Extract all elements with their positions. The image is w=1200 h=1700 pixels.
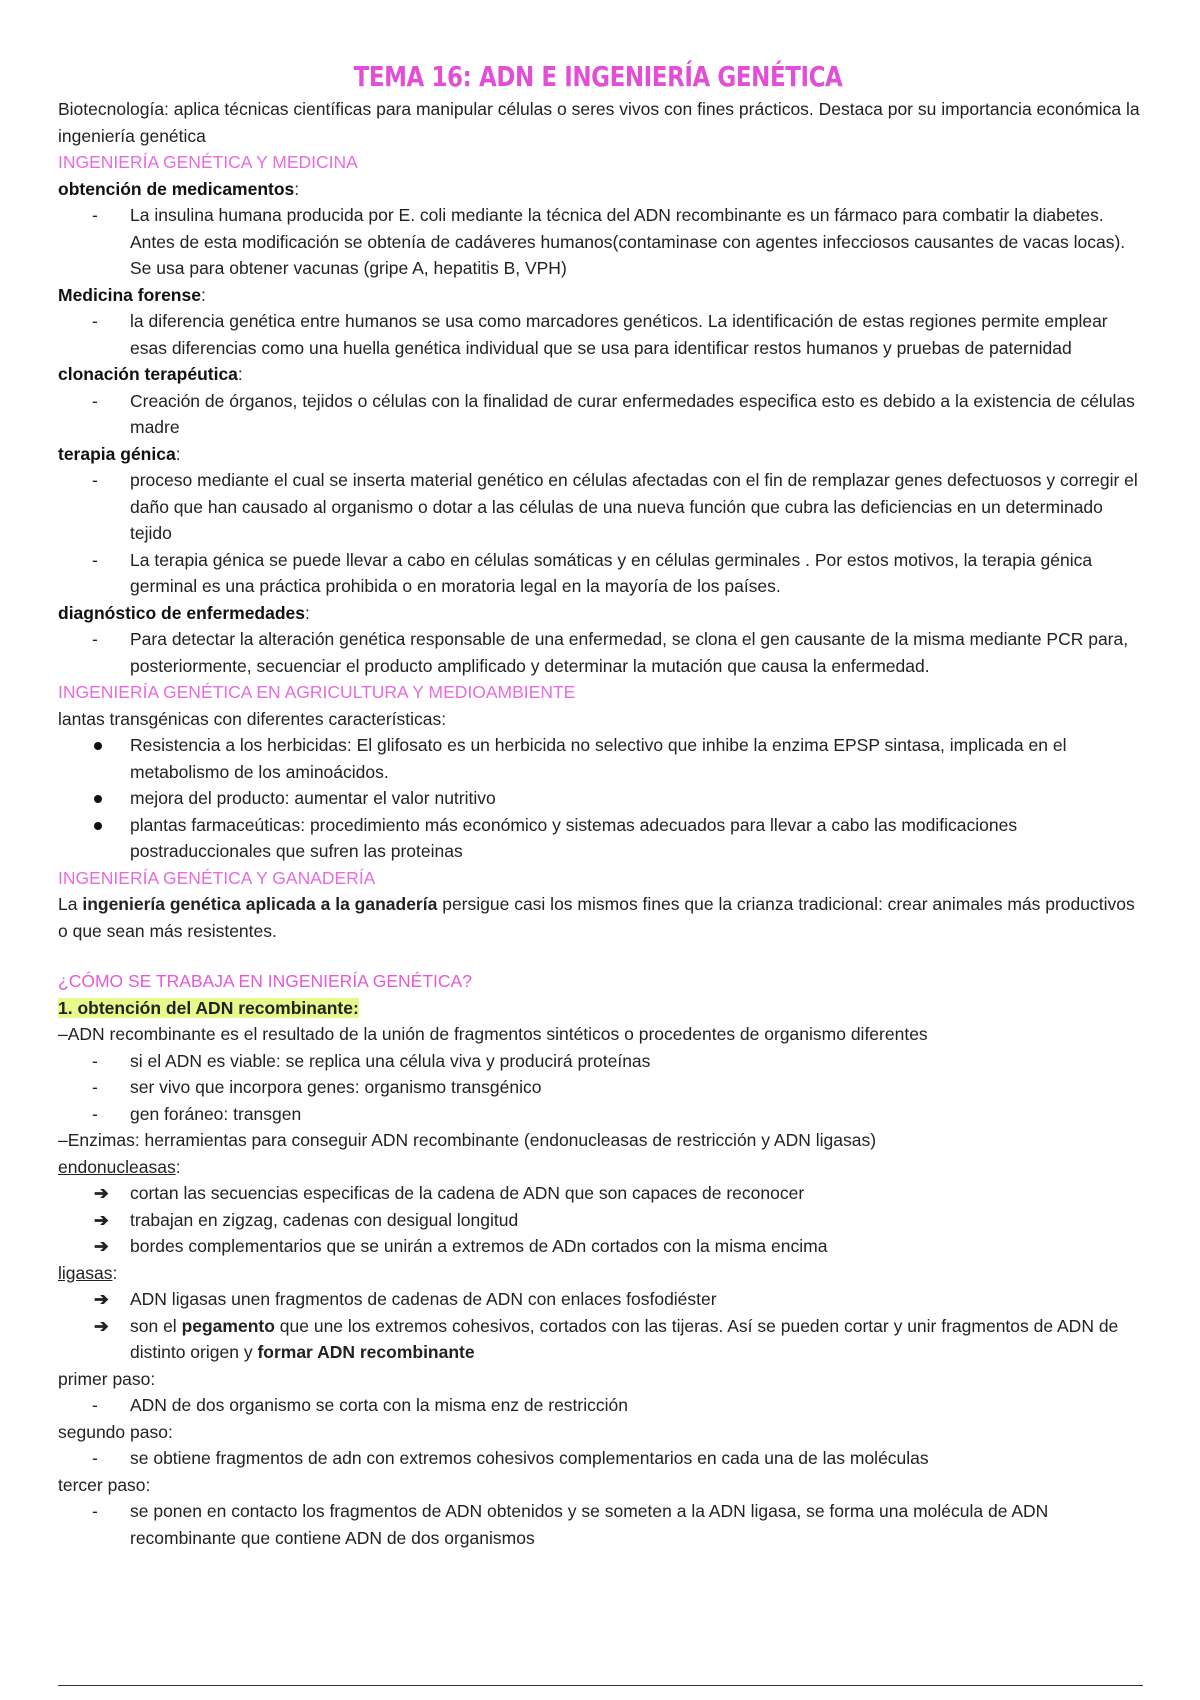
list-item: plantas farmaceúticas: procedimiento más económico y sistemas adecuados para llevar a cabo las modificaciones postraduccionales que sufren las proteinas	[58, 812, 1148, 865]
page-title: TEMA 16: ADN E INGENIERÍA GENÉTICA	[353, 60, 843, 93]
list-medicamentos	[58, 202, 1148, 282]
list-item: - proceso mediante el cual se inserta material genético en células afectadas con el fin de remplazar genes defectuosos y corregir el daño que han causado al organismo o dotar a las células de una nueva función que cubra las deficiencias en un determinado tejido	[58, 467, 1148, 547]
dash-bullet-icon: -	[92, 311, 98, 331]
dash-bullet-icon: -	[92, 205, 98, 225]
list-terapia	[58, 467, 1148, 600]
list-item: - se ponen en contacto los fragmentos de ADN obtenidos y se someten a la ADN ligasa, se forma una molécula de ADN recombinante que contiene ADN de dos organismos	[58, 1498, 1148, 1551]
list-item: mejora del producto: aumentar el valor nutritivo	[58, 785, 1148, 812]
dash-bullet-icon: -	[92, 549, 98, 570]
section-heading-agricultura: INGENIERÍA GENÉTICA EN AGRICULTURA Y MEDIOAMBIENTE	[58, 682, 576, 702]
document-page	[58, 58, 1148, 1551]
subheading-terapia: terapia génica:	[58, 443, 181, 464]
list-definition	[58, 1048, 1148, 1128]
list-item: ➔ trabajan en zigzag, cadenas con desigual longitud	[58, 1207, 1148, 1234]
bottom-divider	[58, 1685, 1143, 1686]
arrow-bullet-icon: ➔	[94, 1209, 109, 1230]
dash-bullet-icon: -	[92, 1050, 98, 1071]
list-item: ➔ ADN ligasas unen fragmentos de cadenas de ADN con enlaces fosfodiéster	[58, 1286, 1148, 1313]
list-item: ➔ son el pegamento que une los extremos cohesivos, cortados con las tijeras. Así se pueden cortar y unir fragmentos de ADN de distinto origen y formar ADN recombinante	[58, 1313, 1148, 1366]
list-endonucleasas	[58, 1180, 1148, 1260]
arrow-bullet-icon: ➔	[94, 1183, 109, 1203]
subheading-diagnostico: diagnóstico de enfermedades:	[58, 602, 310, 623]
dash-bullet-icon: -	[92, 1103, 98, 1124]
dash-bullet-icon: -	[92, 1077, 98, 1097]
paso1-label: primer paso:	[58, 1368, 156, 1389]
list-item: - Creación de órganos, tejidos o células con la finalidad de curar enfermedades especifica esto es debido a la existencia de células madre	[58, 388, 1148, 441]
list-item: ➔ bordes complementarios que se unirán a extremos de ADn cortados con la misma encima	[58, 1233, 1148, 1260]
subheading-forense: Medicina forense:	[58, 284, 206, 305]
arrow-bullet-icon: ➔	[94, 1315, 109, 1336]
list-item: ➔ cortan las secuencias especificas de la cadena de ADN que son capaces de reconocer	[58, 1180, 1148, 1207]
dash-bullet-icon: -	[92, 1395, 98, 1415]
list-item: - La terapia génica se puede llevar a cabo en células somáticas y en células germinales . Por estos motivos, la terapia génica germinal es una práctica prohibida o en moratoria legal en la mayoría de los países.	[58, 547, 1148, 600]
section-heading-ganaderia: INGENIERÍA GENÉTICA Y GANADERÍA	[58, 867, 376, 888]
ligasas-label: ligasas:	[58, 1262, 118, 1283]
list-forense	[58, 308, 1148, 361]
list-item: - si el ADN es viable: se replica una célula viva y producirá proteínas	[58, 1048, 1148, 1075]
list-paso1	[58, 1392, 1148, 1419]
list-item: Resistencia a los herbicidas: El glifosato es un herbicida no selectivo que inhibe la enzima EPSP sintasa, implicada en el metabolismo de los aminoácidos.	[58, 732, 1148, 785]
dot-bullet-icon	[94, 742, 102, 750]
list-item: - Para detectar la alteración genética responsable de una enfermedad, se clona el gen causante de la misma mediante PCR para, posteriormente, secuenciar el producto amplificado y determinar la mutación que causa la enfermedad.	[58, 626, 1148, 679]
dash-bullet-icon: -	[92, 629, 98, 649]
dot-bullet-icon	[94, 795, 102, 803]
list-paso3	[58, 1498, 1148, 1551]
dash-bullet-icon: -	[92, 390, 98, 411]
list-ligasas	[58, 1286, 1148, 1366]
arrow-bullet-icon: ➔	[94, 1236, 109, 1256]
ganaderia-paragraph: La ingeniería genética aplicada a la ganadería persigue casi los mismos fines que la crianza tradicional: crear animales más productivos o que sean más resistentes.	[58, 894, 1135, 941]
list-item: - ADN de dos organismo se corta con la misma enz de restricción	[58, 1392, 1148, 1419]
dash-bullet-icon: -	[92, 470, 98, 490]
intro-paragraph: Biotecnología: aplica técnicas científicas para manipular células o seres vivos con fines prácticos. Destaca por su importancia económica la ingeniería genética	[58, 99, 1140, 146]
list-diagnostico	[58, 626, 1148, 679]
dot-bullet-icon	[94, 822, 102, 830]
paso3-label: tercer paso:	[58, 1474, 151, 1495]
paso2-label: segundo paso:	[58, 1421, 173, 1442]
subheading-medicamentos: obtención de medicamentos:	[58, 178, 300, 199]
step-title: 1. obtención del ADN recombinante:	[58, 997, 359, 1018]
definition-line: –ADN recombinante es el resultado de la unión de fragmentos sintéticos o procedentes de organismo diferentes	[58, 1024, 928, 1044]
list-item: - La insulina humana producida por E. coli mediante la técnica del ADN recombinante es un fármaco para combatir la diabetes. Antes de esta modificación se obtenía de cadáveres humanos(contaminase con agentes infecciosos causantes de vacas locas). Se usa para obtener vacunas (gripe A, hepatitis B, VPH)	[58, 202, 1148, 282]
section-heading-como-se-trabaja: ¿CÓMO SE TRABAJA EN INGENIERÍA GENÉTICA?	[58, 971, 472, 991]
enzymes-line: –Enzimas: herramientas para conseguir ADN recombinante (endonucleasas de restricción y ADN ligasas)	[58, 1130, 877, 1150]
list-item: - gen foráneo: transgen	[58, 1101, 1148, 1128]
endonucleasas-label: endonucleasas:	[58, 1156, 181, 1177]
section-heading-medicina: INGENIERÍA GENÉTICA Y MEDICINA	[58, 152, 358, 172]
list-item: - la diferencia genética entre humanos se usa como marcadores genéticos. La identificación de estas regiones permite emplear esas diferencias como una huella genética individual que se usa para identificar restos humanos y pruebas de paternidad	[58, 308, 1148, 361]
dash-bullet-icon: -	[92, 1448, 98, 1468]
list-agricultura	[58, 732, 1148, 865]
dash-bullet-icon: -	[92, 1501, 98, 1521]
list-paso2	[58, 1445, 1148, 1472]
list-item: - se obtiene fragmentos de adn con extremos cohesivos complementarios en cada una de las moléculas	[58, 1445, 1148, 1472]
list-clonacion	[58, 388, 1148, 441]
agricultura-lead: lantas transgénicas con diferentes características:	[58, 708, 447, 729]
arrow-bullet-icon: ➔	[94, 1289, 109, 1309]
subheading-clonacion: clonación terapéutica:	[58, 364, 243, 384]
list-item: - ser vivo que incorpora genes: organismo transgénico	[58, 1074, 1148, 1101]
